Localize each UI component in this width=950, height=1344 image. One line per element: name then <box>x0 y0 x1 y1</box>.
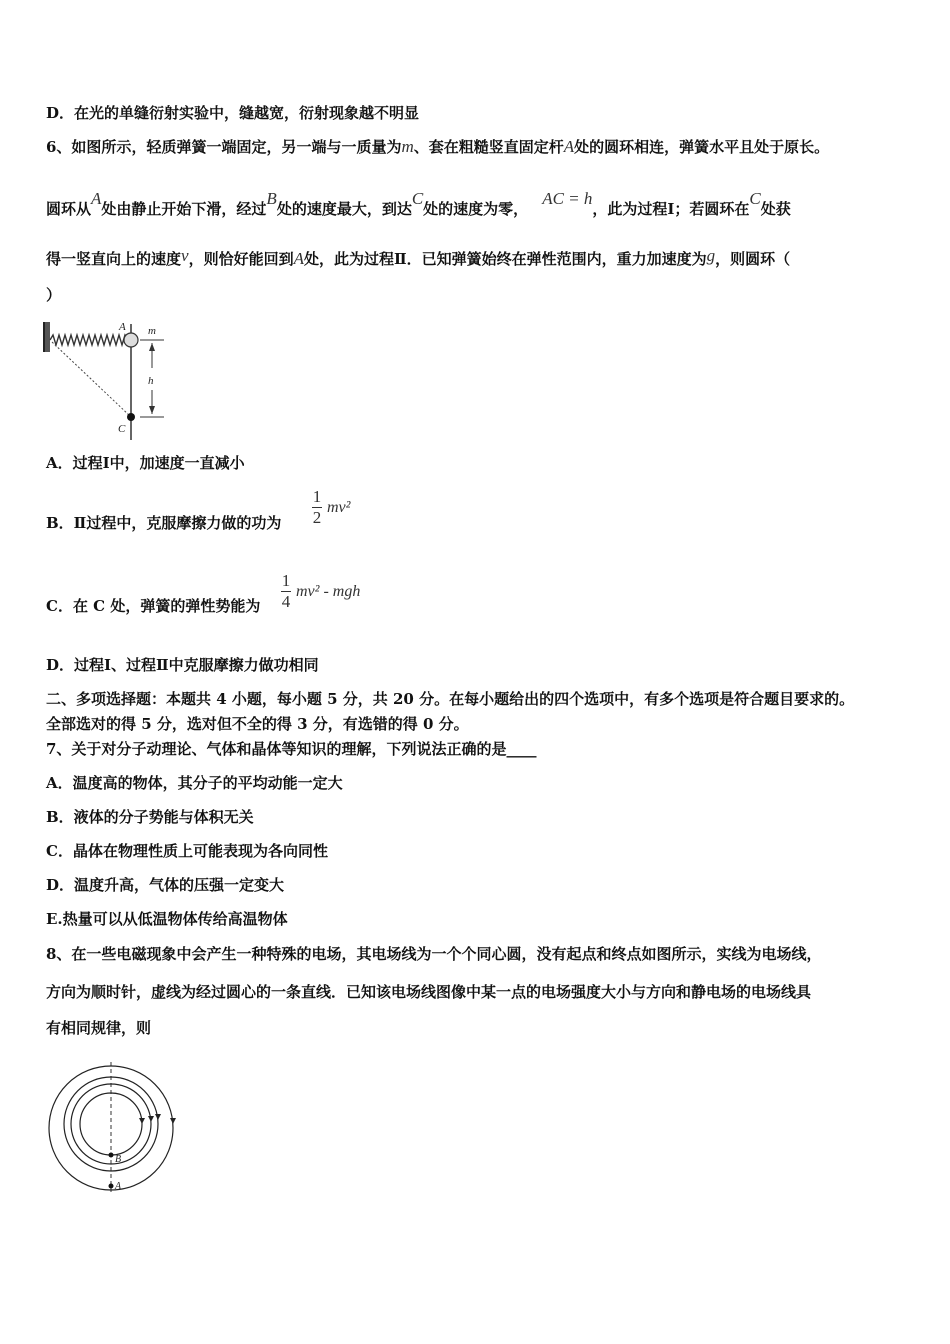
q6-text: 处，此为过程Ⅱ．已知弹簧始终在弹性范围内，重力加速度为 <box>303 250 707 268</box>
q6-text: ，则圆环（ <box>715 250 791 268</box>
q6-math-v: v <box>181 246 189 265</box>
q8-concentric-field-figure <box>40 1058 180 1198</box>
q6-math-a: A <box>563 137 575 156</box>
q6-option-c-expr: mv² - mgh <box>296 583 361 600</box>
frac-denominator: 4 <box>281 592 291 611</box>
q6-text: 、套在粗糙竖直固定杆 <box>413 138 564 156</box>
q6-math-c: C <box>749 189 761 208</box>
q6-text: 处的速度最大，到达 <box>276 200 412 218</box>
field-line-inner <box>80 1093 142 1155</box>
q8-stem-line-2: 方向为顺时针，虚线为经过圆心的一条直线．已知该电场线图像中某一点的电场强度大小与方向和静电场的电场线具 <box>46 983 812 1001</box>
q6-option-c-fraction <box>281 572 291 611</box>
q6-option-b-expr: mv² <box>327 499 351 516</box>
label-m: m <box>148 325 156 337</box>
q6-stem-line-3 <box>46 246 791 269</box>
q7-option-c: C．晶体在物理性质上可能表现为各向同性 <box>46 842 328 860</box>
q7-option-e: E.热量可以从低温物体传给高温物体 <box>46 910 288 928</box>
label-c: C <box>118 423 126 435</box>
label-b: B <box>115 1154 122 1165</box>
q6-math-c: C <box>411 189 424 208</box>
q8-stem-line-1: 8、在一些电磁现象中会产生一种特殊的电场，其电场线为一个个同心圆，没有起点和终点如图所示，实线为电场线， <box>46 945 822 963</box>
q6-math-b: B <box>266 189 277 208</box>
q6-math-a: A <box>293 249 304 268</box>
q6-stem-line-4: ） <box>46 286 62 304</box>
q6-text: 处的圆环相连，弹簧水平且处于原长。 <box>574 138 830 156</box>
frac-numerator: 1 <box>281 571 291 590</box>
label-a: A <box>119 321 126 333</box>
point-b <box>109 1153 114 1158</box>
arrow-icon <box>139 1118 145 1124</box>
label-h: h <box>148 375 154 387</box>
q6-option-c: C．在 C 处，弹簧的弹性势能为 <box>46 597 261 615</box>
field-line-inner-2 <box>71 1084 151 1164</box>
spring <box>50 335 128 345</box>
q6-spring-ring-figure <box>40 316 180 442</box>
q5-option-d: D．在光的单缝衍射实验中，缝越宽，衍射现象越不明显 <box>46 104 420 122</box>
q6-text: 处的速度为零， <box>423 200 529 218</box>
ring-a <box>124 333 138 347</box>
q7-option-d: D．温度升高，气体的压强一定变大 <box>46 876 285 894</box>
q6-text: 得一竖直向上的速度 <box>46 250 182 268</box>
q6-option-a: A．过程Ⅰ中，加速度一直减小 <box>46 454 245 472</box>
q6-math-g: g <box>706 246 716 265</box>
q6-math-m: m <box>401 137 414 156</box>
section-2-heading-line-1: 二、多项选择题：本题共 4 小题，每小题 5 分，共 20 分。在每小题给出的四个选项中，有多个选项是符合题目要求的。 <box>46 690 855 708</box>
frac-denominator: 2 <box>312 508 322 527</box>
dashed-line <box>52 342 130 416</box>
q6-option-b-fraction <box>312 488 322 527</box>
q6-text: 处由静止开始下滑，经过 <box>101 200 267 218</box>
q6-option-b: B．Ⅱ过程中，克服摩擦力做的功为 <box>46 514 282 532</box>
q7-option-a: A．温度高的物体，其分子的平均动能一定大 <box>46 774 343 792</box>
q6-text: 圆环从 <box>46 200 92 218</box>
q6-math-a: A <box>91 189 102 208</box>
arrow-icon <box>170 1118 176 1124</box>
q6-option-d: D．过程Ⅰ、过程Ⅱ中克服摩擦力做功相同 <box>46 656 319 674</box>
ring-c <box>127 413 135 421</box>
q6-stem-line-1 <box>46 137 829 157</box>
point-a <box>109 1184 114 1189</box>
q6-stem-line-2 <box>46 189 791 219</box>
q6-text: ，此为过程Ⅰ；若圆环在 <box>592 200 750 218</box>
arrow-icon <box>148 1116 154 1122</box>
q8-stem-line-3: 有相同规律，则 <box>46 1019 152 1037</box>
q6-text: ，则恰好能回到 <box>188 250 294 268</box>
frac-numerator: 1 <box>312 487 322 506</box>
section-2-heading-line-2: 全部选对的得 5 分，选对但不全的得 3 分，有选错的得 0 分。 <box>46 715 469 733</box>
q6-text: 处获 <box>760 200 791 218</box>
q6-text: 6、如图所示，轻质弹簧一端固定，另一端与一质量为 <box>46 138 402 156</box>
label-a: A <box>115 1181 122 1192</box>
q6-math-ac-h: AC = h <box>542 189 593 208</box>
arrow-icon <box>155 1114 161 1120</box>
q7-stem: 7、关于对分子动理论、气体和晶体等知识的理解，下列说法正确的是____ <box>46 740 537 758</box>
q7-option-b: B．液体的分子势能与体积无关 <box>46 808 254 826</box>
